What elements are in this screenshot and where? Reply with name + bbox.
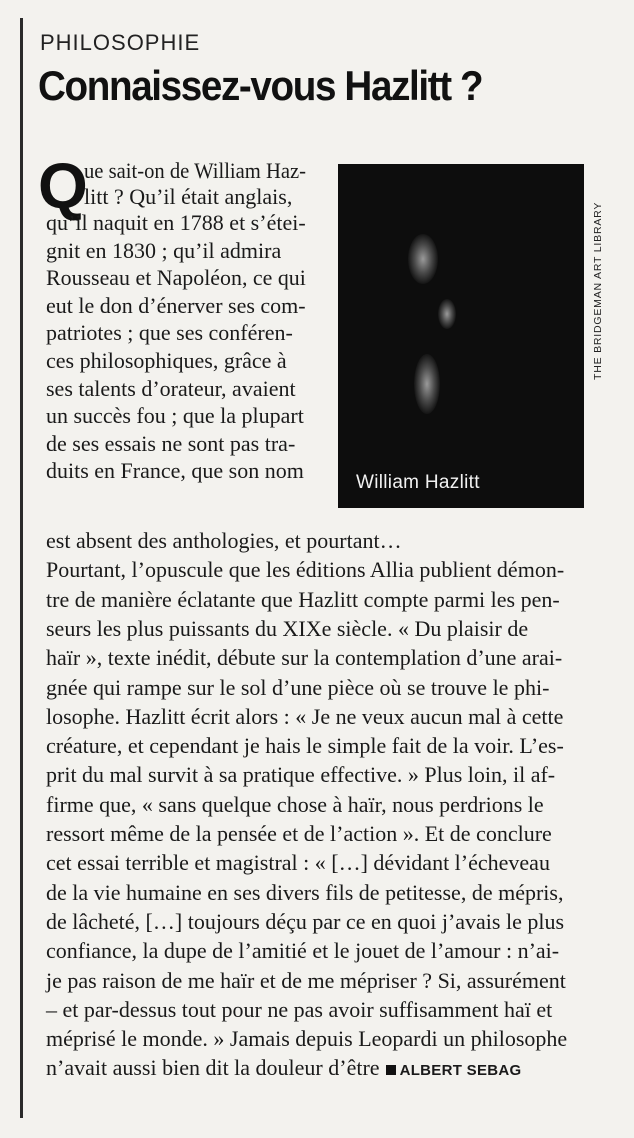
article-line: haïr », texte inédit, débute sur la contemplation d’une arai-	[46, 645, 563, 671]
article-line: seurs les plus puissants du XIXe siècle. « Du plaisir de	[46, 615, 529, 641]
article-line: Rousseau et Napoléon, ce qui	[46, 265, 306, 291]
article-line: gnée qui rampe sur le sol d’une pièce où se trouve le phi-	[46, 674, 550, 700]
article-line: est absent des anthologies, et pourtant…	[46, 528, 402, 553]
article-line: gnit en 1830 ; qu’il admira	[46, 237, 282, 263]
article-line: ue sait-on de William Haz-	[84, 158, 307, 183]
article-line: cet essai terrible et magistral : « […] dévidant l’écheveau	[46, 850, 550, 876]
article-line: n’avait aussi bien dit la douleur d’être	[46, 1055, 380, 1081]
photo-credit: THE BRIDGEMAN ART LIBRARY	[592, 201, 604, 380]
article-line: de la vie humaine en ses divers fils de petitesse, de mépris,	[46, 879, 564, 905]
portrait-highlight	[414, 354, 440, 414]
article-line: firme que, « sans quelque chose à haïr, nous perdrions le	[46, 791, 544, 817]
article-line: patriotes ; que ses conféren-	[46, 320, 293, 346]
article-line: de lâcheté, […] toujours déçu par ce en quoi j’avais le plus	[46, 908, 565, 934]
article-line: confiance, la dupe de l’amitié et le jouet de l’amour : n’ai-	[46, 938, 560, 964]
article-line: tre de manière éclatante que Hazlitt compte parmi les pen-	[46, 586, 560, 612]
article-line: Pourtant, l’opuscule que les éditions Allia publient démon-	[46, 557, 565, 583]
article-line: duits en France, que son nom	[46, 458, 304, 484]
article-line: ressort même de la pensée et de l’action ». Et de conclure	[46, 821, 552, 846]
photo-caption: William Hazlitt	[356, 472, 480, 493]
article-line: méprisé le monde. » Jamais depuis Leopardi un philosophe	[46, 1026, 568, 1052]
article-line: créature, et cependant je hais le simple fait de la voir. L’es-	[46, 733, 564, 759]
article-line: qu’il naquit en 1788 et s’étei-	[46, 210, 306, 235]
article-line: je pas raison de me haïr et de me mépriser ? Si, assurément	[46, 967, 566, 993]
drop-cap: Q	[38, 150, 88, 222]
article-line: eut le don d’énerver ses com-	[46, 292, 306, 318]
portrait-highlight	[408, 234, 438, 284]
signature-square-icon	[386, 1065, 396, 1075]
article-line: ses talents d’orateur, avaient	[46, 375, 296, 401]
headline: Connaissez-vous Hazlitt ?	[38, 62, 483, 109]
section-label: PHILOSOPHIE	[40, 30, 201, 55]
article-line: – et par-dessus tout pour ne pas avoir suffisamment haï et	[46, 996, 553, 1022]
author-signature: ALBERT SEBAG	[399, 1062, 522, 1080]
article-line: litt ? Qu’il était anglais,	[84, 184, 293, 209]
article-line: de ses essais ne sont pas tra-	[46, 430, 296, 456]
article-line: ces philosophiques, grâce à	[46, 348, 287, 373]
portrait-highlight	[438, 299, 456, 329]
article-line: prit du mal survit à sa pratique effective. » Plus loin, il af-	[46, 762, 556, 788]
column-rule	[20, 18, 23, 1118]
article-line: un succès fou ; que la plupart	[46, 403, 304, 429]
article-last-line	[46, 1055, 522, 1084]
portrait-photo	[338, 164, 584, 508]
article-line: losophe. Hazlitt écrit alors : « Je ne veux aucun mal à cette	[46, 703, 564, 729]
